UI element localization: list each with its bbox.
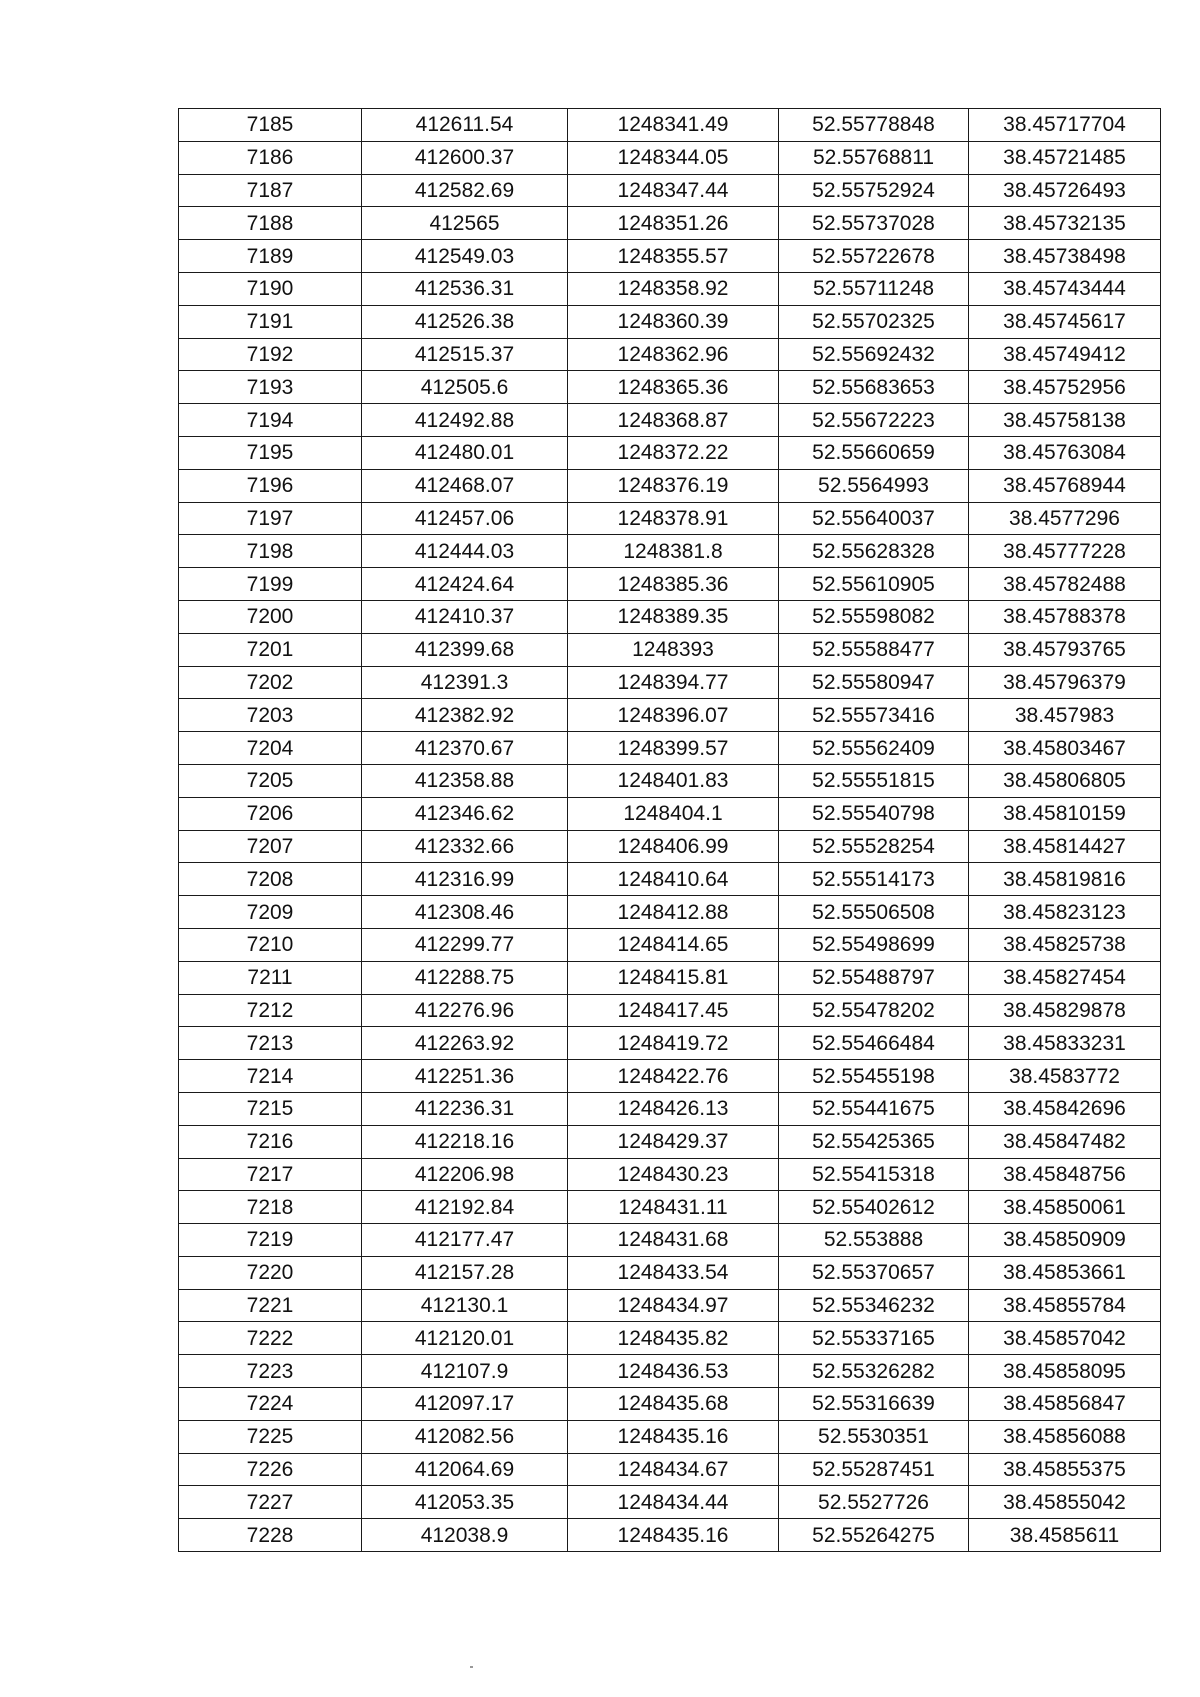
point-number-cell: 7201: [179, 633, 362, 666]
latitude-cell: 52.55415318: [779, 1158, 969, 1191]
y-coordinate-cell: 1248376.19: [568, 469, 779, 502]
table-row: [179, 1092, 1161, 1125]
longitude-cell: 38.45717704: [969, 109, 1161, 142]
point-number-cell: 7204: [179, 732, 362, 765]
x-coordinate-cell: 412457.06: [362, 502, 568, 535]
point-number-cell: 7209: [179, 896, 362, 929]
x-coordinate-cell: 412382.92: [362, 699, 568, 732]
coordinates-table: [178, 108, 1161, 1552]
latitude-cell: 52.55683653: [779, 371, 969, 404]
y-coordinate-cell: 1248436.53: [568, 1355, 779, 1388]
point-number-cell: 7196: [179, 469, 362, 502]
table-row: [179, 1322, 1161, 1355]
table-row: [179, 502, 1161, 535]
point-number-cell: 7226: [179, 1453, 362, 1486]
longitude-cell: 38.45749412: [969, 338, 1161, 371]
point-number-cell: 7205: [179, 764, 362, 797]
latitude-cell: 52.55711248: [779, 272, 969, 305]
point-number-cell: 7215: [179, 1092, 362, 1125]
point-number-cell: 7195: [179, 436, 362, 469]
longitude-cell: 38.45758138: [969, 404, 1161, 437]
y-coordinate-cell: 1248355.57: [568, 240, 779, 273]
latitude-cell: 52.55425365: [779, 1125, 969, 1158]
point-number-cell: 7194: [179, 404, 362, 437]
y-coordinate-cell: 1248389.35: [568, 600, 779, 633]
x-coordinate-cell: 412130.1: [362, 1289, 568, 1322]
point-number-cell: 7186: [179, 141, 362, 174]
latitude-cell: 52.55264275: [779, 1519, 969, 1552]
point-number-cell: 7185: [179, 109, 362, 142]
y-coordinate-cell: 1248365.36: [568, 371, 779, 404]
point-number-cell: 7222: [179, 1322, 362, 1355]
table-row: [179, 764, 1161, 797]
longitude-cell: 38.45855375: [969, 1453, 1161, 1486]
y-coordinate-cell: 1248410.64: [568, 863, 779, 896]
latitude-cell: 52.55551815: [779, 764, 969, 797]
longitude-cell: 38.45777228: [969, 535, 1161, 568]
latitude-cell: 52.55316639: [779, 1388, 969, 1421]
point-number-cell: 7188: [179, 207, 362, 240]
point-number-cell: 7190: [179, 272, 362, 305]
y-coordinate-cell: 1248419.72: [568, 1027, 779, 1060]
table-row: [179, 633, 1161, 666]
coordinates-table-body: [179, 109, 1161, 1552]
y-coordinate-cell: 1248414.65: [568, 928, 779, 961]
x-coordinate-cell: 412038.9: [362, 1519, 568, 1552]
y-coordinate-cell: 1248358.92: [568, 272, 779, 305]
latitude-cell: 52.5530351: [779, 1420, 969, 1453]
x-coordinate-cell: 412276.96: [362, 994, 568, 1027]
latitude-cell: 52.55455198: [779, 1060, 969, 1093]
latitude-cell: 52.55466484: [779, 1027, 969, 1060]
x-coordinate-cell: 412157.28: [362, 1256, 568, 1289]
y-coordinate-cell: 1248401.83: [568, 764, 779, 797]
point-number-cell: 7193: [179, 371, 362, 404]
table-row: [179, 207, 1161, 240]
x-coordinate-cell: 412064.69: [362, 1453, 568, 1486]
longitude-cell: 38.45847482: [969, 1125, 1161, 1158]
x-coordinate-cell: 412346.62: [362, 797, 568, 830]
table-row: [179, 1060, 1161, 1093]
point-number-cell: 7225: [179, 1420, 362, 1453]
longitude-cell: 38.45827454: [969, 961, 1161, 994]
point-number-cell: 7216: [179, 1125, 362, 1158]
longitude-cell: 38.45721485: [969, 141, 1161, 174]
x-coordinate-cell: 412424.64: [362, 568, 568, 601]
x-coordinate-cell: 412600.37: [362, 141, 568, 174]
latitude-cell: 52.55702325: [779, 305, 969, 338]
longitude-cell: 38.457983: [969, 699, 1161, 732]
longitude-cell: 38.45842696: [969, 1092, 1161, 1125]
latitude-cell: 52.55498699: [779, 928, 969, 961]
longitude-cell: 38.45806805: [969, 764, 1161, 797]
x-coordinate-cell: 412177.47: [362, 1224, 568, 1257]
latitude-cell: 52.55326282: [779, 1355, 969, 1388]
y-coordinate-cell: 1248399.57: [568, 732, 779, 765]
table-row: [179, 1191, 1161, 1224]
latitude-cell: 52.55346232: [779, 1289, 969, 1322]
x-coordinate-cell: 412515.37: [362, 338, 568, 371]
longitude-cell: 38.45763084: [969, 436, 1161, 469]
longitude-cell: 38.45738498: [969, 240, 1161, 273]
y-coordinate-cell: 1248435.68: [568, 1388, 779, 1421]
table-row: [179, 174, 1161, 207]
point-number-cell: 7203: [179, 699, 362, 732]
y-coordinate-cell: 1248434.97: [568, 1289, 779, 1322]
table-row: [179, 732, 1161, 765]
longitude-cell: 38.45850909: [969, 1224, 1161, 1257]
table-row: [179, 141, 1161, 174]
x-coordinate-cell: 412399.68: [362, 633, 568, 666]
longitude-cell: 38.45856847: [969, 1388, 1161, 1421]
y-coordinate-cell: 1248435.16: [568, 1420, 779, 1453]
longitude-cell: 38.45732135: [969, 207, 1161, 240]
x-coordinate-cell: 412391.3: [362, 666, 568, 699]
table-row: [179, 1486, 1161, 1519]
table-row: [179, 1519, 1161, 1552]
x-coordinate-cell: 412082.56: [362, 1420, 568, 1453]
latitude-cell: 52.55580947: [779, 666, 969, 699]
latitude-cell: 52.55573416: [779, 699, 969, 732]
table-row: [179, 1453, 1161, 1486]
x-coordinate-cell: 412492.88: [362, 404, 568, 437]
y-coordinate-cell: 1248426.13: [568, 1092, 779, 1125]
x-coordinate-cell: 412236.31: [362, 1092, 568, 1125]
y-coordinate-cell: 1248417.45: [568, 994, 779, 1027]
latitude-cell: 52.55562409: [779, 732, 969, 765]
longitude-cell: 38.45848756: [969, 1158, 1161, 1191]
table-row: [179, 830, 1161, 863]
x-coordinate-cell: 412316.99: [362, 863, 568, 896]
x-coordinate-cell: 412107.9: [362, 1355, 568, 1388]
longitude-cell: 38.45825738: [969, 928, 1161, 961]
table-row: [179, 1355, 1161, 1388]
point-number-cell: 7228: [179, 1519, 362, 1552]
longitude-cell: 38.4585611: [969, 1519, 1161, 1552]
latitude-cell: 52.55478202: [779, 994, 969, 1027]
point-number-cell: 7219: [179, 1224, 362, 1257]
table-row: [179, 863, 1161, 896]
longitude-cell: 38.45857042: [969, 1322, 1161, 1355]
point-number-cell: 7212: [179, 994, 362, 1027]
longitude-cell: 38.45850061: [969, 1191, 1161, 1224]
y-coordinate-cell: 1248360.39: [568, 305, 779, 338]
point-number-cell: 7202: [179, 666, 362, 699]
latitude-cell: 52.55737028: [779, 207, 969, 240]
point-number-cell: 7198: [179, 535, 362, 568]
y-coordinate-cell: 1248394.77: [568, 666, 779, 699]
latitude-cell: 52.55598082: [779, 600, 969, 633]
x-coordinate-cell: 412536.31: [362, 272, 568, 305]
latitude-cell: 52.55610905: [779, 568, 969, 601]
y-coordinate-cell: 1248412.88: [568, 896, 779, 929]
latitude-cell: 52.55660659: [779, 436, 969, 469]
x-coordinate-cell: 412288.75: [362, 961, 568, 994]
longitude-cell: 38.45743444: [969, 272, 1161, 305]
x-coordinate-cell: 412206.98: [362, 1158, 568, 1191]
table-row: [179, 896, 1161, 929]
latitude-cell: 52.55488797: [779, 961, 969, 994]
longitude-cell: 38.45855784: [969, 1289, 1161, 1322]
latitude-cell: 52.55514173: [779, 863, 969, 896]
y-coordinate-cell: 1248362.96: [568, 338, 779, 371]
latitude-cell: 52.55628328: [779, 535, 969, 568]
y-coordinate-cell: 1248431.11: [568, 1191, 779, 1224]
y-coordinate-cell: 1248368.87: [568, 404, 779, 437]
y-coordinate-cell: 1248435.16: [568, 1519, 779, 1552]
latitude-cell: 52.55672223: [779, 404, 969, 437]
x-coordinate-cell: 412582.69: [362, 174, 568, 207]
y-coordinate-cell: 1248372.22: [568, 436, 779, 469]
y-coordinate-cell: 1248347.44: [568, 174, 779, 207]
table-row: [179, 568, 1161, 601]
table-row: [179, 305, 1161, 338]
latitude-cell: 52.55337165: [779, 1322, 969, 1355]
table-row: [179, 469, 1161, 502]
point-number-cell: 7227: [179, 1486, 362, 1519]
y-coordinate-cell: 1248433.54: [568, 1256, 779, 1289]
point-number-cell: 7208: [179, 863, 362, 896]
longitude-cell: 38.45745617: [969, 305, 1161, 338]
y-coordinate-cell: 1248381.8: [568, 535, 779, 568]
y-coordinate-cell: 1248404.1: [568, 797, 779, 830]
longitude-cell: 38.45793765: [969, 633, 1161, 666]
y-coordinate-cell: 1248396.07: [568, 699, 779, 732]
latitude-cell: 52.553888: [779, 1224, 969, 1257]
longitude-cell: 38.4577296: [969, 502, 1161, 535]
latitude-cell: 52.55640037: [779, 502, 969, 535]
x-coordinate-cell: 412097.17: [362, 1388, 568, 1421]
point-number-cell: 7191: [179, 305, 362, 338]
point-number-cell: 7218: [179, 1191, 362, 1224]
x-coordinate-cell: 412444.03: [362, 535, 568, 568]
table-row: [179, 1256, 1161, 1289]
longitude-cell: 38.45823123: [969, 896, 1161, 929]
x-coordinate-cell: 412549.03: [362, 240, 568, 273]
y-coordinate-cell: 1248431.68: [568, 1224, 779, 1257]
point-number-cell: 7220: [179, 1256, 362, 1289]
x-coordinate-cell: 412218.16: [362, 1125, 568, 1158]
latitude-cell: 52.55287451: [779, 1453, 969, 1486]
x-coordinate-cell: 412263.92: [362, 1027, 568, 1060]
x-coordinate-cell: 412565: [362, 207, 568, 240]
x-coordinate-cell: 412251.36: [362, 1060, 568, 1093]
table-row: [179, 797, 1161, 830]
longitude-cell: 38.45858095: [969, 1355, 1161, 1388]
table-row: [179, 338, 1161, 371]
x-coordinate-cell: 412526.38: [362, 305, 568, 338]
table-row: [179, 240, 1161, 273]
table-row: [179, 404, 1161, 437]
table-row: [179, 1158, 1161, 1191]
scan-speck: [470, 1666, 473, 1668]
longitude-cell: 38.45853661: [969, 1256, 1161, 1289]
point-number-cell: 7189: [179, 240, 362, 273]
point-number-cell: 7224: [179, 1388, 362, 1421]
x-coordinate-cell: 412468.07: [362, 469, 568, 502]
table-row: [179, 666, 1161, 699]
point-number-cell: 7217: [179, 1158, 362, 1191]
table-row: [179, 994, 1161, 1027]
point-number-cell: 7199: [179, 568, 362, 601]
point-number-cell: 7210: [179, 928, 362, 961]
longitude-cell: 38.45856088: [969, 1420, 1161, 1453]
table-row: [179, 109, 1161, 142]
latitude-cell: 52.5527726: [779, 1486, 969, 1519]
y-coordinate-cell: 1248406.99: [568, 830, 779, 863]
table-row: [179, 1420, 1161, 1453]
y-coordinate-cell: 1248378.91: [568, 502, 779, 535]
point-number-cell: 7223: [179, 1355, 362, 1388]
x-coordinate-cell: 412308.46: [362, 896, 568, 929]
longitude-cell: 38.45752956: [969, 371, 1161, 404]
longitude-cell: 38.45782488: [969, 568, 1161, 601]
longitude-cell: 38.45768944: [969, 469, 1161, 502]
latitude-cell: 52.55778848: [779, 109, 969, 142]
y-coordinate-cell: 1248422.76: [568, 1060, 779, 1093]
y-coordinate-cell: 1248429.37: [568, 1125, 779, 1158]
x-coordinate-cell: 412611.54: [362, 109, 568, 142]
latitude-cell: 52.55528254: [779, 830, 969, 863]
point-number-cell: 7211: [179, 961, 362, 994]
longitude-cell: 38.45726493: [969, 174, 1161, 207]
latitude-cell: 52.55692432: [779, 338, 969, 371]
table-row: [179, 436, 1161, 469]
y-coordinate-cell: 1248344.05: [568, 141, 779, 174]
table-row: [179, 961, 1161, 994]
longitude-cell: 38.4583772: [969, 1060, 1161, 1093]
longitude-cell: 38.45803467: [969, 732, 1161, 765]
point-number-cell: 7206: [179, 797, 362, 830]
x-coordinate-cell: 412370.67: [362, 732, 568, 765]
table-row: [179, 272, 1161, 305]
table-row: [179, 1027, 1161, 1060]
x-coordinate-cell: 412120.01: [362, 1322, 568, 1355]
y-coordinate-cell: 1248435.82: [568, 1322, 779, 1355]
table-row: [179, 1125, 1161, 1158]
longitude-cell: 38.45829878: [969, 994, 1161, 1027]
point-number-cell: 7200: [179, 600, 362, 633]
point-number-cell: 7213: [179, 1027, 362, 1060]
x-coordinate-cell: 412505.6: [362, 371, 568, 404]
latitude-cell: 52.55441675: [779, 1092, 969, 1125]
latitude-cell: 52.55402612: [779, 1191, 969, 1224]
longitude-cell: 38.45814427: [969, 830, 1161, 863]
table-row: [179, 928, 1161, 961]
point-number-cell: 7221: [179, 1289, 362, 1322]
latitude-cell: 52.55370657: [779, 1256, 969, 1289]
latitude-cell: 52.55752924: [779, 174, 969, 207]
longitude-cell: 38.45810159: [969, 797, 1161, 830]
point-number-cell: 7192: [179, 338, 362, 371]
point-number-cell: 7187: [179, 174, 362, 207]
x-coordinate-cell: 412480.01: [362, 436, 568, 469]
table-row: [179, 1224, 1161, 1257]
latitude-cell: 52.55722678: [779, 240, 969, 273]
longitude-cell: 38.45788378: [969, 600, 1161, 633]
table-row: [179, 699, 1161, 732]
y-coordinate-cell: 1248434.67: [568, 1453, 779, 1486]
x-coordinate-cell: 412053.35: [362, 1486, 568, 1519]
x-coordinate-cell: 412192.84: [362, 1191, 568, 1224]
table-row: [179, 371, 1161, 404]
x-coordinate-cell: 412332.66: [362, 830, 568, 863]
x-coordinate-cell: 412358.88: [362, 764, 568, 797]
latitude-cell: 52.55588477: [779, 633, 969, 666]
point-number-cell: 7197: [179, 502, 362, 535]
y-coordinate-cell: 1248341.49: [568, 109, 779, 142]
point-number-cell: 7207: [179, 830, 362, 863]
table-row: [179, 1388, 1161, 1421]
longitude-cell: 38.45855042: [969, 1486, 1161, 1519]
longitude-cell: 38.45796379: [969, 666, 1161, 699]
longitude-cell: 38.45819816: [969, 863, 1161, 896]
y-coordinate-cell: 1248351.26: [568, 207, 779, 240]
y-coordinate-cell: 1248434.44: [568, 1486, 779, 1519]
y-coordinate-cell: 1248430.23: [568, 1158, 779, 1191]
table-row: [179, 1289, 1161, 1322]
latitude-cell: 52.55768811: [779, 141, 969, 174]
longitude-cell: 38.45833231: [969, 1027, 1161, 1060]
table-row: [179, 535, 1161, 568]
table-row: [179, 600, 1161, 633]
x-coordinate-cell: 412299.77: [362, 928, 568, 961]
latitude-cell: 52.55506508: [779, 896, 969, 929]
x-coordinate-cell: 412410.37: [362, 600, 568, 633]
point-number-cell: 7214: [179, 1060, 362, 1093]
y-coordinate-cell: 1248415.81: [568, 961, 779, 994]
latitude-cell: 52.55540798: [779, 797, 969, 830]
y-coordinate-cell: 1248385.36: [568, 568, 779, 601]
latitude-cell: 52.5564993: [779, 469, 969, 502]
y-coordinate-cell: 1248393: [568, 633, 779, 666]
